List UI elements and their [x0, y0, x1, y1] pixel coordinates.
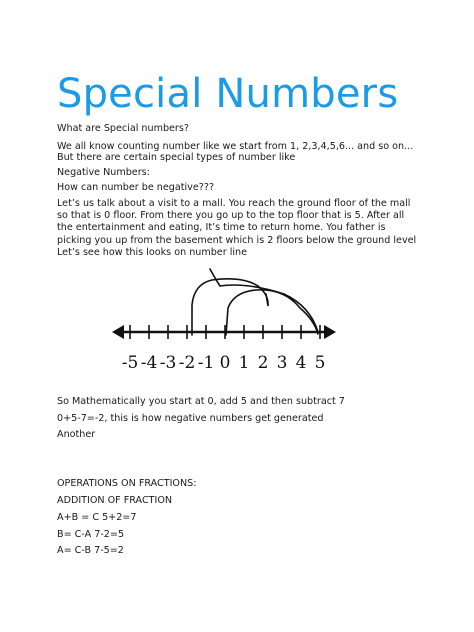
paragraph-counting-line-2: But there are certain special types of number like [57, 152, 296, 163]
tick-label: -4 [140, 353, 158, 373]
math-explanation-line: So Mathematically you start at 0, add 5 and then subtract 7 [57, 396, 345, 407]
tick-label: -5 [121, 353, 139, 373]
mall-story-line: picking you up from the basement which is 2 floors below the ground level [57, 234, 417, 246]
mall-story-line: Let’s see how this looks on number line [57, 246, 248, 258]
another-text: Another [57, 429, 96, 440]
page-title: Special Numbers [57, 71, 399, 117]
equation-3: A= C-B 7-5=2 [57, 545, 124, 556]
addition-heading: ADDITION OF FRACTION [57, 495, 173, 506]
tick-label: -2 [178, 353, 196, 373]
mall-story-line: so that is 0 floor. From there you go up to the top floor that is 5. After all [57, 210, 405, 222]
mall-story-line: the entertainment and eating, It’s time to return home. You father is [57, 222, 386, 234]
equation-2: B= C-A 7-2=5 [57, 529, 125, 540]
operations-heading: OPERATIONS ON FRACTIONS: [57, 478, 197, 489]
tick-label: 4 [295, 353, 307, 373]
tick-label: 0 [219, 353, 231, 373]
tick-label: 5 [314, 353, 326, 373]
tick-label: -3 [159, 353, 177, 373]
mall-story-paragraph [57, 198, 419, 259]
negative-numbers-heading: Negative Numbers: [57, 167, 150, 178]
mall-story-line: Let’s us talk about a visit to a mall. You reach the ground floor of the mall [57, 198, 411, 209]
tick-labels [122, 353, 326, 373]
equation-line: 0+5-7=-2, this is how negative numbers get generated [57, 413, 324, 424]
tick-label: 2 [257, 353, 269, 373]
tick-label: 3 [276, 353, 288, 373]
paragraph-counting-line-1: We all know counting number like we start from 1, 2,3,4,5,6... and so on... [57, 141, 414, 152]
left-arrowhead [112, 325, 124, 339]
tick-label: -1 [197, 353, 215, 373]
equation-1: A+B = C 5+2=7 [57, 512, 137, 523]
right-arrowhead [324, 325, 336, 339]
question-negative: How can number be negative??? [57, 182, 215, 193]
question-special-numbers: What are Special numbers? [57, 123, 189, 134]
tick-label: 1 [238, 353, 250, 373]
hop-arc-inner [226, 290, 318, 335]
number-line-svg [108, 258, 340, 378]
number-line-figure [108, 258, 340, 378]
